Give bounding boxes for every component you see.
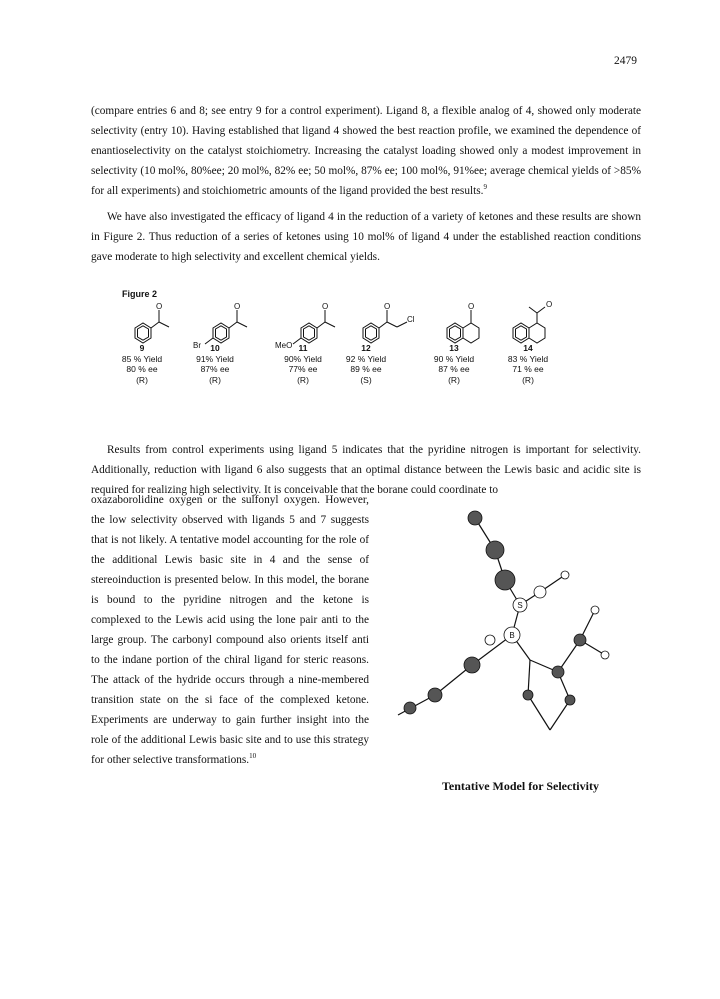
figure-2-label: Figure 2: [122, 289, 158, 299]
paragraph-4: [91, 490, 369, 770]
tentative-model-diagram: [380, 500, 630, 740]
svg-text:MeO: MeO: [275, 341, 293, 350]
footnote-ref-9: 9: [483, 183, 487, 192]
svg-text:O: O: [234, 302, 241, 311]
svg-text:O: O: [546, 300, 553, 309]
compound-13: 13 90 % Yield 87 % ee (R): [433, 343, 475, 385]
structure-12: [363, 310, 407, 343]
paragraph-3: Results from control experiments using ligand 5 indicates that the pyridine nitrogen is important for selectivity. Additionally, reduction with ligand 6 also suggests that an optimal distance between the Lewis basic and acidic site is required for realizing high selectivity. It is conceivable that the borane could coordinate to: [91, 444, 641, 496]
svg-text:Cl: Cl: [407, 315, 415, 324]
compound-10: 10 91% Yield 87% ee (R): [196, 343, 234, 385]
structure-9: [135, 310, 169, 343]
structure-10: [205, 310, 247, 344]
compound-11: 11 90% Yield 77% ee (R): [284, 343, 322, 385]
svg-text:O: O: [384, 302, 391, 311]
structure-13: [447, 310, 479, 343]
compound-14: 14 83 % Yield 71 % ee (R): [507, 343, 549, 385]
svg-text:B: B: [509, 631, 515, 640]
structure-14: [513, 307, 545, 343]
svg-text:O: O: [156, 302, 163, 311]
page-number: 2479: [614, 55, 637, 67]
paragraph-2: We have also investigated the efficacy of ligand 4 in the reduction of a variety of ketones and these results are shown in Figure 2. Thus reduction of a series of ketones using 10 mol% of ligand 4 under the established reaction conditions gave moderate to high selectivity and excellent chemical yields.: [91, 211, 641, 263]
compound-9: 9 85 % Yield 80 % ee (R): [121, 343, 163, 385]
paragraph-1-text: (compare entries 6 and 8; see entry 9 for a control experiment). Ligand 8, a flexible analog of 4, showed only moderate selectivity (entry 10). Having established that ligand 4 showed the best reaction profile, we examined the dependence of enantioselectivity on the catalyst stoichiometry. Increasing the catalyst loading showed only a modest improvement in selectivity (10 mol%, 80%ee; 20 mol%, 82% ee; 50 mol%, 87% ee; 100 mol%, 91%ee; average chemical yields of >85% for all experiments) and stoichiometric amounts of the ligand provided the best results.: [91, 105, 641, 197]
svg-text:S: S: [517, 601, 523, 610]
structure-11: [293, 310, 335, 344]
compound-12: 12 92 % Yield 89 % ee (S): [345, 343, 387, 385]
paragraph-1: [91, 101, 641, 201]
svg-text:O: O: [468, 302, 475, 311]
paragraph-4-text: oxazaborolidine oxygen or the sulfonyl oxygen. However, the low selectivity observed with ligands 5 and 7 suggests that is not likely. A tentative model accounting for the role of the additional Lewis basic site in 4 and the sense of stereoinduction is presented below. In this model, the borane is bound to the pyridine nitrogen and the ketone is complexed to the Lewis acid using the lone pair anti to the large group. The carbonyl compound also orients itself anti to the indane portion of the chiral ligand for steric reasons. The attack of the hydride occurs through a nine-membered transition state on the si face of the complexed ketone. Experiments are underway to gain further insight into the role of the additional Lewis basic site and to use this strategy for other selective transformations.: [91, 494, 369, 766]
svg-text:O: O: [322, 302, 329, 311]
footnote-ref-10: 10: [249, 752, 257, 761]
svg-text:Br: Br: [193, 341, 201, 350]
model-caption: Tentative Model for Selectivity: [442, 779, 599, 793]
